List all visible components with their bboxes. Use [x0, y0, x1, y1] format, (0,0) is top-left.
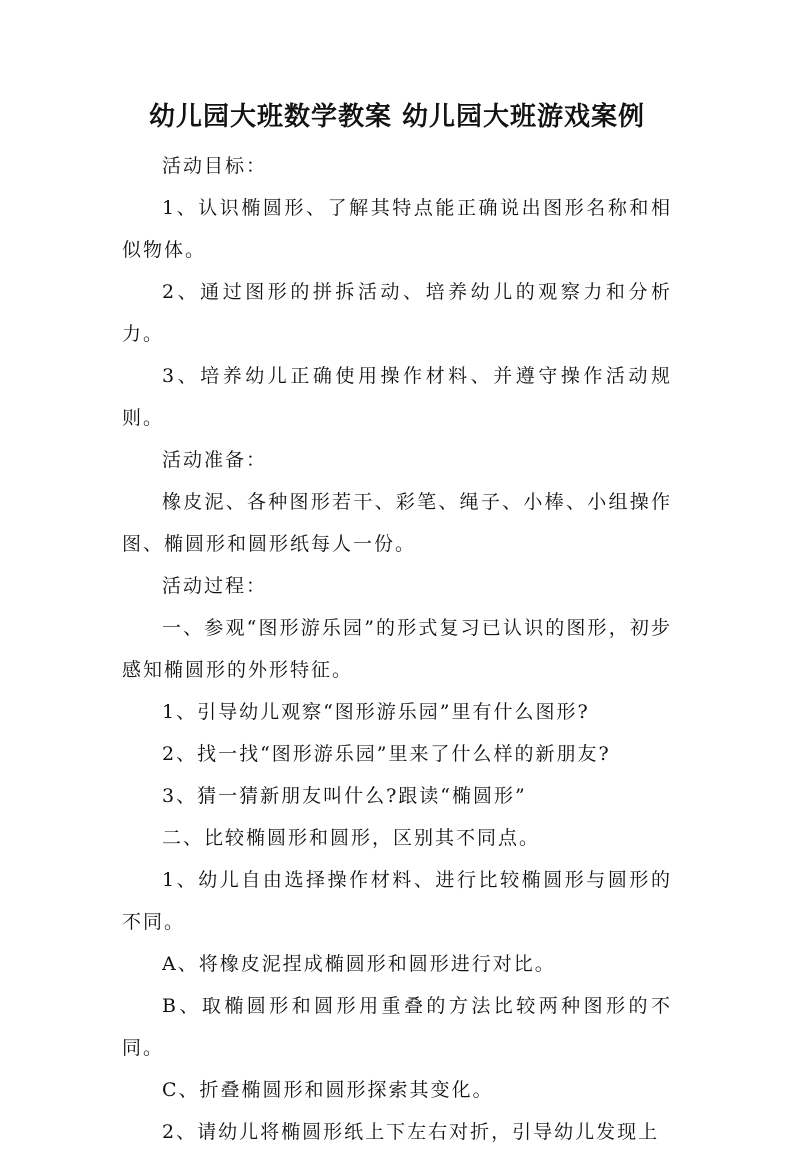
paragraph: 二、比较椭圆形和圆形，区别其不同点。: [162, 827, 541, 849]
paragraph: 活动过程：: [162, 575, 268, 597]
paragraph: 活动目标：: [162, 155, 268, 177]
paragraph: 3、猜一猜新朋友叫什么?跟读“椭圆形”: [162, 785, 527, 807]
paragraph: 活动准备：: [162, 449, 268, 471]
paragraph: A、将橡皮泥捏成椭圆形和圆形进行对比。: [162, 953, 556, 975]
paragraph: 1、引导幼儿观察“图形游乐园”里有什么图形?: [162, 701, 590, 723]
paragraph: 1、幼儿自由选择操作材料、进行比较椭圆形与圆形的不同。: [122, 869, 672, 933]
paragraph: 2、通过图形的拼拆活动、培养幼儿的观察力和分析力。: [122, 281, 672, 345]
paragraph: 3、培养幼儿正确使用操作材料、并遵守操作活动规则。: [122, 365, 672, 429]
paragraph: 2、找一找“图形游乐园”里来了什么样的新朋友?: [162, 743, 611, 765]
paragraph: 一、参观“图形游乐园”的形式复习已认识的图形，初步感知椭圆形的外形特征。: [122, 617, 672, 681]
paragraph: 2、请幼儿将椭圆形纸上下左右对折，引导幼儿发现上: [162, 1121, 660, 1143]
paragraph: 1、认识椭圆形、了解其特点能正确说出图形名称和相似物体。: [122, 197, 672, 261]
paragraph: B、取椭圆形和圆形用重叠的方法比较两种图形的不同。: [122, 995, 672, 1059]
document-body: [122, 145, 672, 1153]
paragraph: 橡皮泥、各种图形若干、彩笔、绳子、小棒、小组操作图、椭圆形和圆形纸每人一份。: [122, 491, 672, 555]
paragraph: C、折叠椭圆形和圆形探索其变化。: [162, 1079, 494, 1101]
document-title: 幼儿园大班数学教案 幼儿园大班游戏案例: [148, 102, 646, 132]
